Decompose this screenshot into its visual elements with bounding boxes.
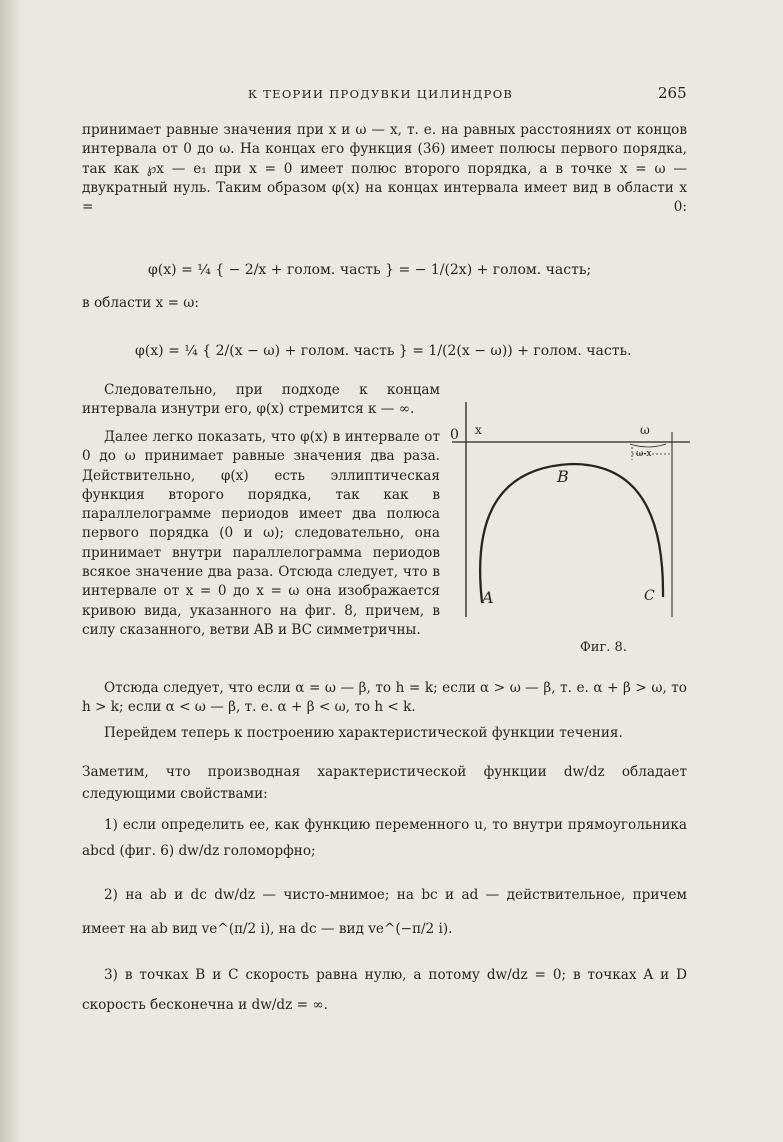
region-label: в области x = ω:	[82, 295, 199, 311]
property-2: 2) на ab и dc dw/dz — чисто-мнимое; на bc и ad — действительное, причем имеет на ab вид ve^(π/2 i), на dc — вид ve^(−π/2 i).	[82, 887, 687, 937]
label-omega: ω	[640, 423, 650, 437]
label-omega-minus-x: ω-x	[636, 449, 652, 459]
figure-caption: Фиг. 8.	[580, 640, 627, 655]
property-1: 1) если определить ее, как функцию переменного u, то внутри прямоугольника abcd (фиг. 6) dw/dz голоморфно;	[82, 817, 687, 859]
property-3: 3) в точках B и C скорость равна нулю, а потому dw/dz = 0; в точках A и D скорость бесконечна и dw/dz = ∞.	[82, 967, 687, 1013]
running-title: К ТЕОРИИ ПРОДУВКИ ЦИЛИНДРОВ	[248, 87, 514, 101]
page-edge-shadow	[0, 0, 22, 1142]
figure-8	[442, 392, 692, 622]
equation-2: φ(x) = ¼ { 2/(x − ω) + голом. часть } = 1/(2(x − ω)) + голом. часть.	[135, 343, 632, 359]
page-header	[0, 84, 783, 108]
curve-ABC	[480, 464, 663, 602]
paragraph-5a: Перейдем теперь к построению характеристической функции течения.	[104, 725, 623, 741]
omega-arc	[630, 444, 666, 447]
paragraph-4: Отсюда следует, что если α = ω — β, то h = k; если α > ω — β, т. е. α + β > ω, то h > k; если α < ω — β, т. е. α + β < ω, то h < k.	[82, 680, 687, 716]
paragraph-3: Далее легко показать, что φ(x) в интервале от 0 до ω принимает равные значения два раза. Действительно, φ(x) есть эллиптическая функция второго порядка, так как в параллелограмме периодов имеет два полюса первого порядка (0 и ω); следовательно, она принимает внутри параллелограмма периодов всякое значение два раза. Отсюда следует, что в интервале от x = 0 до x = ω она изображается кривою вида, указанного на фиг. 8, причем, в силу сказанного, ветви AB и BC симметричны.	[82, 429, 440, 638]
paragraph-5b: Заметим, что производная характеристической функции dw/dz обладает следующими свойствами:	[82, 764, 687, 802]
label-C: C	[644, 588, 655, 604]
page-number: 265	[658, 84, 687, 102]
label-origin: 0	[450, 427, 459, 443]
paragraph-2: Следовательно, при подходе к концам интервала изнутри его, φ(x) стремится к — ∞.	[82, 382, 440, 418]
label-B: B	[557, 467, 569, 486]
equation-1: φ(x) = ¼ { − 2/x + голом. часть } = − 1/(2x) + голом. часть;	[148, 262, 592, 278]
paragraph-1: принимает равные значения при x и ω — x, т. е. на равных расстояниях от концов интервала от 0 до ω. На концах его функция (36) имеет полюсы первого порядка, так как ℘x — e₁ при x = 0 имеет полюс второго порядка, а в точке x = ω — двукратный нуль. Таким образом φ(x) на концах интервала имеет вид в области x = 0:	[82, 122, 687, 216]
label-A: A	[482, 588, 494, 607]
label-x: x	[475, 423, 482, 437]
